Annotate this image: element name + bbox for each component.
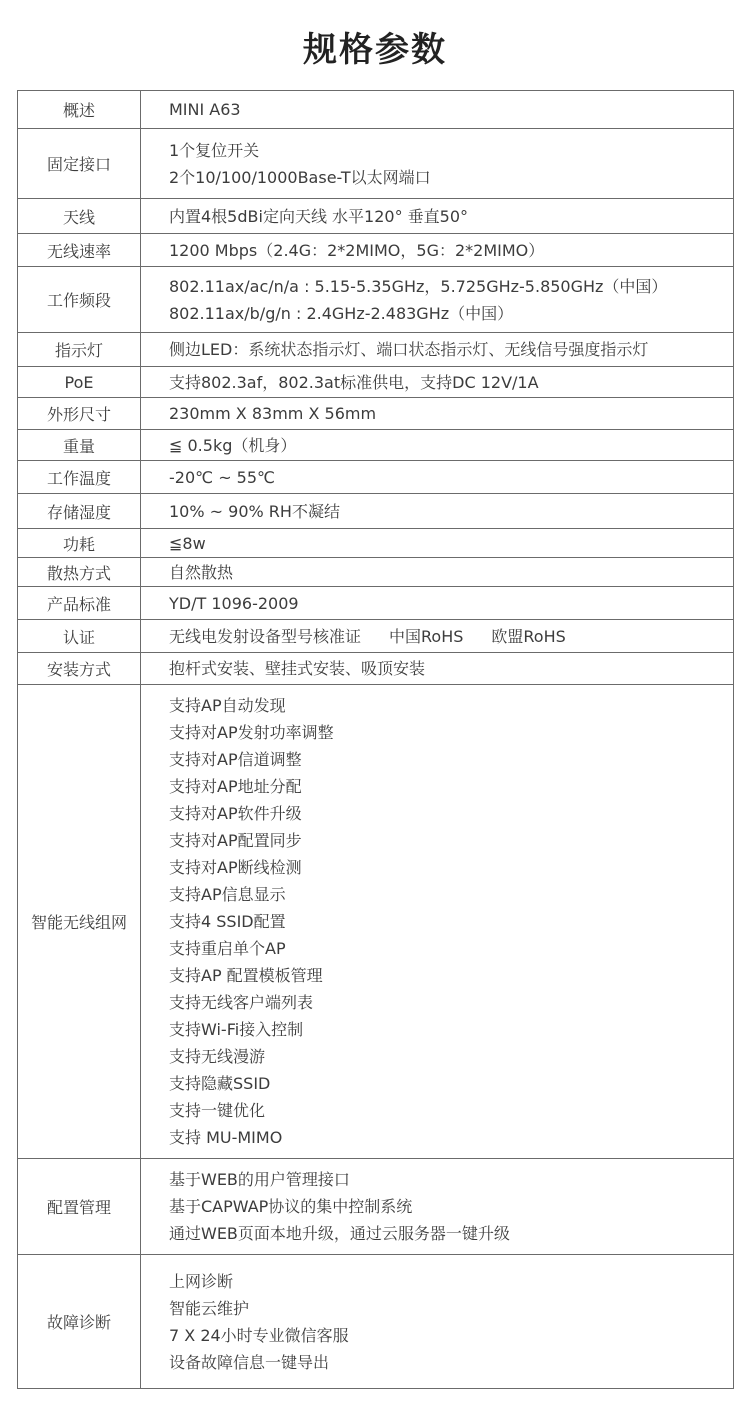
spec-value (141, 199, 734, 234)
spec-label: 配置管理 (18, 1159, 141, 1255)
spec-value-line: 支持对AP发射功率调整 (169, 723, 334, 742)
spec-label: 安装方式 (18, 653, 141, 685)
spec-row (18, 653, 734, 685)
spec-value-line: 基于WEB的用户管理接口 (169, 1170, 350, 1189)
spec-value-line: MINI A63 (169, 100, 241, 119)
spec-label: 智能无线组网 (18, 685, 141, 1159)
spec-value-line: 支持对AP软件升级 (169, 804, 302, 823)
spec-row (18, 558, 734, 587)
spec-row (18, 199, 734, 234)
spec-value-line: 支持 MU-MIMO (169, 1128, 283, 1147)
spec-value-line: 支持无线漫游 (169, 1047, 266, 1066)
spec-value (141, 685, 734, 1159)
spec-value-line: 1200 Mbps（2.4G：2*2MIMO，5G：2*2MIMO） (169, 240, 545, 260)
spec-value-line: 802.11ax/b/g/n : 2.4GHz-2.483GHz（中国） (169, 303, 514, 323)
spec-value (141, 267, 734, 333)
spec-row (18, 494, 734, 529)
spec-value (141, 430, 734, 461)
spec-value-line: 7 X 24小时专业微信客服 (169, 1325, 349, 1345)
spec-value-line: 侧边LED：系统状态指示灯、端口状态指示灯、无线信号强度指示灯 (169, 340, 649, 359)
spec-value-line: 基于CAPWAP协议的集中控制系统 (169, 1197, 413, 1216)
spec-value-line: -20℃ ~ 55℃ (169, 467, 276, 487)
spec-value (141, 461, 734, 494)
spec-label: 工作温度 (18, 461, 141, 494)
spec-row (18, 333, 734, 367)
spec-value (141, 529, 734, 558)
spec-value-line: 内置4根5dBi定向天线 水平120° 垂直50° (169, 206, 469, 226)
spec-label: 概述 (18, 91, 141, 129)
spec-row (18, 529, 734, 558)
spec-label: PoE (18, 367, 141, 398)
spec-value-line: 上网诊断 (169, 1271, 234, 1291)
spec-value-line: 1个复位开关 (169, 140, 260, 160)
spec-value-line: 设备故障信息一键导出 (169, 1352, 330, 1372)
spec-value (141, 91, 734, 129)
spec-row (18, 129, 734, 199)
spec-value (141, 129, 734, 199)
spec-row (18, 398, 734, 430)
spec-value (141, 234, 734, 267)
spec-label: 指示灯 (18, 333, 141, 367)
spec-value (141, 653, 734, 685)
spec-value-line: 抱杆式安装、壁挂式安装、吸顶安装 (169, 659, 426, 678)
spec-row (18, 620, 734, 653)
spec-value (141, 367, 734, 398)
cert-item: 欧盟RoHS (491, 626, 566, 646)
spec-value-line: 2个10/100/1000Base-T以太网端口 (169, 167, 431, 187)
spec-row (18, 461, 734, 494)
spec-value-line: 支持重启单个AP (169, 939, 286, 958)
page-title: 规格参数 (303, 30, 447, 70)
spec-value-line: 支持对AP地址分配 (169, 777, 302, 796)
spec-value (141, 558, 734, 587)
spec-label: 无线速率 (18, 234, 141, 267)
spec-row (18, 1159, 734, 1255)
spec-row (18, 430, 734, 461)
spec-label: 存储湿度 (18, 494, 141, 529)
spec-label: 认证 (18, 620, 141, 653)
spec-row (18, 685, 734, 1159)
spec-value (141, 333, 734, 367)
spec-label: 产品标准 (18, 587, 141, 620)
spec-value-line: 自然散热 (169, 562, 234, 582)
spec-label: 散热方式 (18, 558, 141, 587)
cert-item: 无线电发射设备型号核准证 (169, 626, 362, 646)
spec-value (141, 494, 734, 529)
spec-value-line: 802.11ax/ac/n/a : 5.15-5.35GHz，5.725GHz-5.850GHz（中国） (169, 276, 668, 296)
spec-value (141, 587, 734, 620)
spec-value-line: 支持对AP信道调整 (169, 750, 302, 769)
spec-value (141, 620, 734, 653)
spec-value-line: 支持AP自动发现 (169, 696, 286, 715)
cert-item: 中国RoHS (389, 626, 464, 646)
spec-table (17, 90, 734, 1389)
spec-value-line: 支持无线客户端列表 (169, 993, 314, 1012)
spec-value (141, 1255, 734, 1389)
spec-value-line: 通过WEB页面本地升级，通过云服务器一键升级 (169, 1224, 510, 1243)
spec-row (18, 267, 734, 333)
spec-value-line: 支持802.3af，802.3at标准供电，支持DC 12V/1A (169, 372, 539, 392)
spec-label: 重量 (18, 430, 141, 461)
spec-value-line: YD/T 1096-2009 (169, 593, 299, 613)
spec-value-line: 支持对AP配置同步 (169, 831, 302, 850)
spec-value-line: 支持AP 配置模板管理 (169, 966, 323, 985)
spec-row (18, 367, 734, 398)
spec-value (141, 1159, 734, 1255)
spec-value-line: 智能云维护 (169, 1298, 250, 1318)
spec-value-line: 支持隐藏SSID (169, 1074, 271, 1093)
spec-row (18, 234, 734, 267)
spec-value (141, 398, 734, 430)
spec-value-line: 支持4 SSID配置 (169, 912, 286, 931)
spec-value-line: 支持AP信息显示 (169, 885, 286, 904)
spec-label: 故障诊断 (18, 1255, 141, 1389)
spec-row (18, 587, 734, 620)
spec-row (18, 1255, 734, 1389)
spec-value-line: ≦ 0.5kg（机身） (169, 435, 297, 455)
spec-value-line: 10% ~ 90% RH不凝结 (169, 501, 340, 521)
spec-row (18, 91, 734, 129)
spec-label: 天线 (18, 199, 141, 234)
spec-label: 外形尺寸 (18, 398, 141, 430)
spec-value-line: 支持一键优化 (169, 1101, 266, 1120)
spec-value-line: 支持Wi-Fi接入控制 (169, 1020, 304, 1039)
spec-label: 固定接口 (18, 129, 141, 199)
spec-label: 工作频段 (18, 267, 141, 333)
spec-value-line: ≦8w (169, 533, 206, 553)
spec-value-line: 230mm X 83mm X 56mm (169, 404, 377, 423)
spec-label: 功耗 (18, 529, 141, 558)
spec-value-line: 支持对AP断线检测 (169, 858, 302, 877)
